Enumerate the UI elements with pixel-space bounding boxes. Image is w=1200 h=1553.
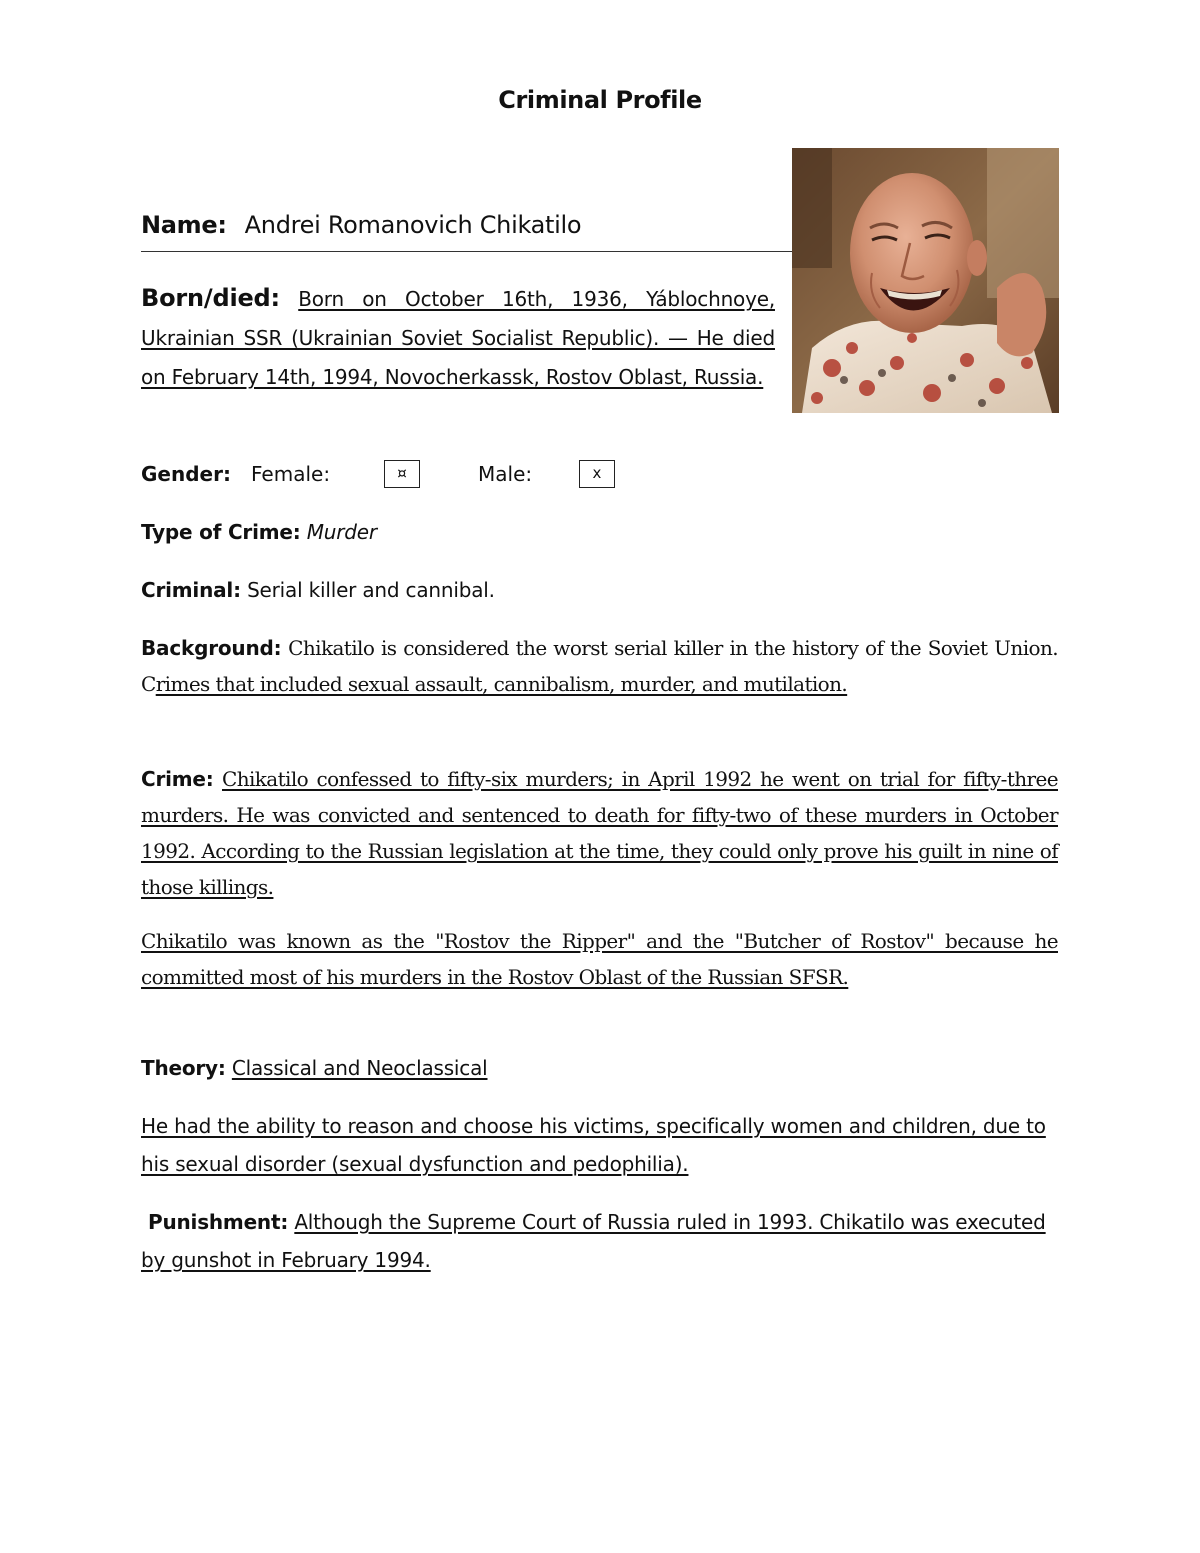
name-value: Andrei Romanovich Chikatilo xyxy=(244,211,582,239)
name-label: Name: xyxy=(141,211,227,239)
crime-paragraph-2 xyxy=(141,923,1058,995)
female-option-label: Female: xyxy=(251,462,331,486)
background-text-underlined: rimes that included sexual assault, cannibalism, murder, and mutilation. xyxy=(155,672,848,696)
male-checkbox[interactable]: x xyxy=(579,460,615,488)
theory-explanation xyxy=(141,1107,1058,1183)
born-died-paragraph xyxy=(141,279,775,397)
type-of-crime-value: Murder xyxy=(306,520,377,544)
theory-label: Theory: xyxy=(141,1056,226,1080)
background-paragraph xyxy=(141,630,1058,702)
crime-text: Chikatilo confessed to fifty-six murders; in April 1992 he went on trial for fifty-three murders. He was convicted and sentenced to death for fifty-two of these murders in October 1992. According to the Russian legislation at the time, they could only prove his guilt in nine of those killings. xyxy=(141,767,1058,899)
background-text: Chikatilo is considered the worst serial killer in the history of the Soviet Union. C xyxy=(141,636,1058,696)
born-died-text: Born on October 16th, 1936, Yáblochnoye, Ukrainian SSR (Ukrainian Soviet Socialist Republic). — He died on February 14th, 1994, Novocherkassk, Rostov Oblast, Russia. xyxy=(141,287,775,389)
theory-explanation-text: He had the ability to reason and choose his victims, specifically women and children, due to his sexual disorder (sexual dysfunction and pedophilia). xyxy=(141,1114,1046,1176)
type-of-crime-label: Type of Crime: xyxy=(141,520,301,544)
criminal-value: Serial killer and cannibal. xyxy=(247,578,495,602)
punishment-paragraph xyxy=(141,1203,1058,1279)
crime-nickname-text: Chikatilo was known as the "Rostov the Ripper" and the "Butcher of Rostov" because he committed most of his murders in the Rostov Oblast of the Russian SFSR. xyxy=(141,929,1058,989)
punishment-text: Although the Supreme Court of Russia ruled in 1993. Chikatilo was executed by gunshot in February 1994. xyxy=(141,1210,1046,1272)
name-field xyxy=(141,211,792,252)
born-died-label: Born/died: xyxy=(141,284,280,312)
theory-value: Classical and Neoclassical xyxy=(231,1056,488,1080)
theory-field xyxy=(141,1052,488,1084)
punishment-label: Punishment: xyxy=(148,1210,289,1234)
crime-label: Crime: xyxy=(141,767,214,791)
type-of-crime-field xyxy=(141,516,377,548)
female-checkbox[interactable]: ¤ xyxy=(384,460,420,488)
criminal-label: Criminal: xyxy=(141,578,241,602)
gender-label: Gender: xyxy=(141,462,231,486)
background-label: Background: xyxy=(141,636,282,660)
criminal-field xyxy=(141,574,495,606)
portrait-photo xyxy=(792,148,1059,413)
male-option-label: Male: xyxy=(478,462,533,486)
crime-paragraph xyxy=(141,761,1058,905)
document-title: Criminal Profile xyxy=(498,86,702,114)
